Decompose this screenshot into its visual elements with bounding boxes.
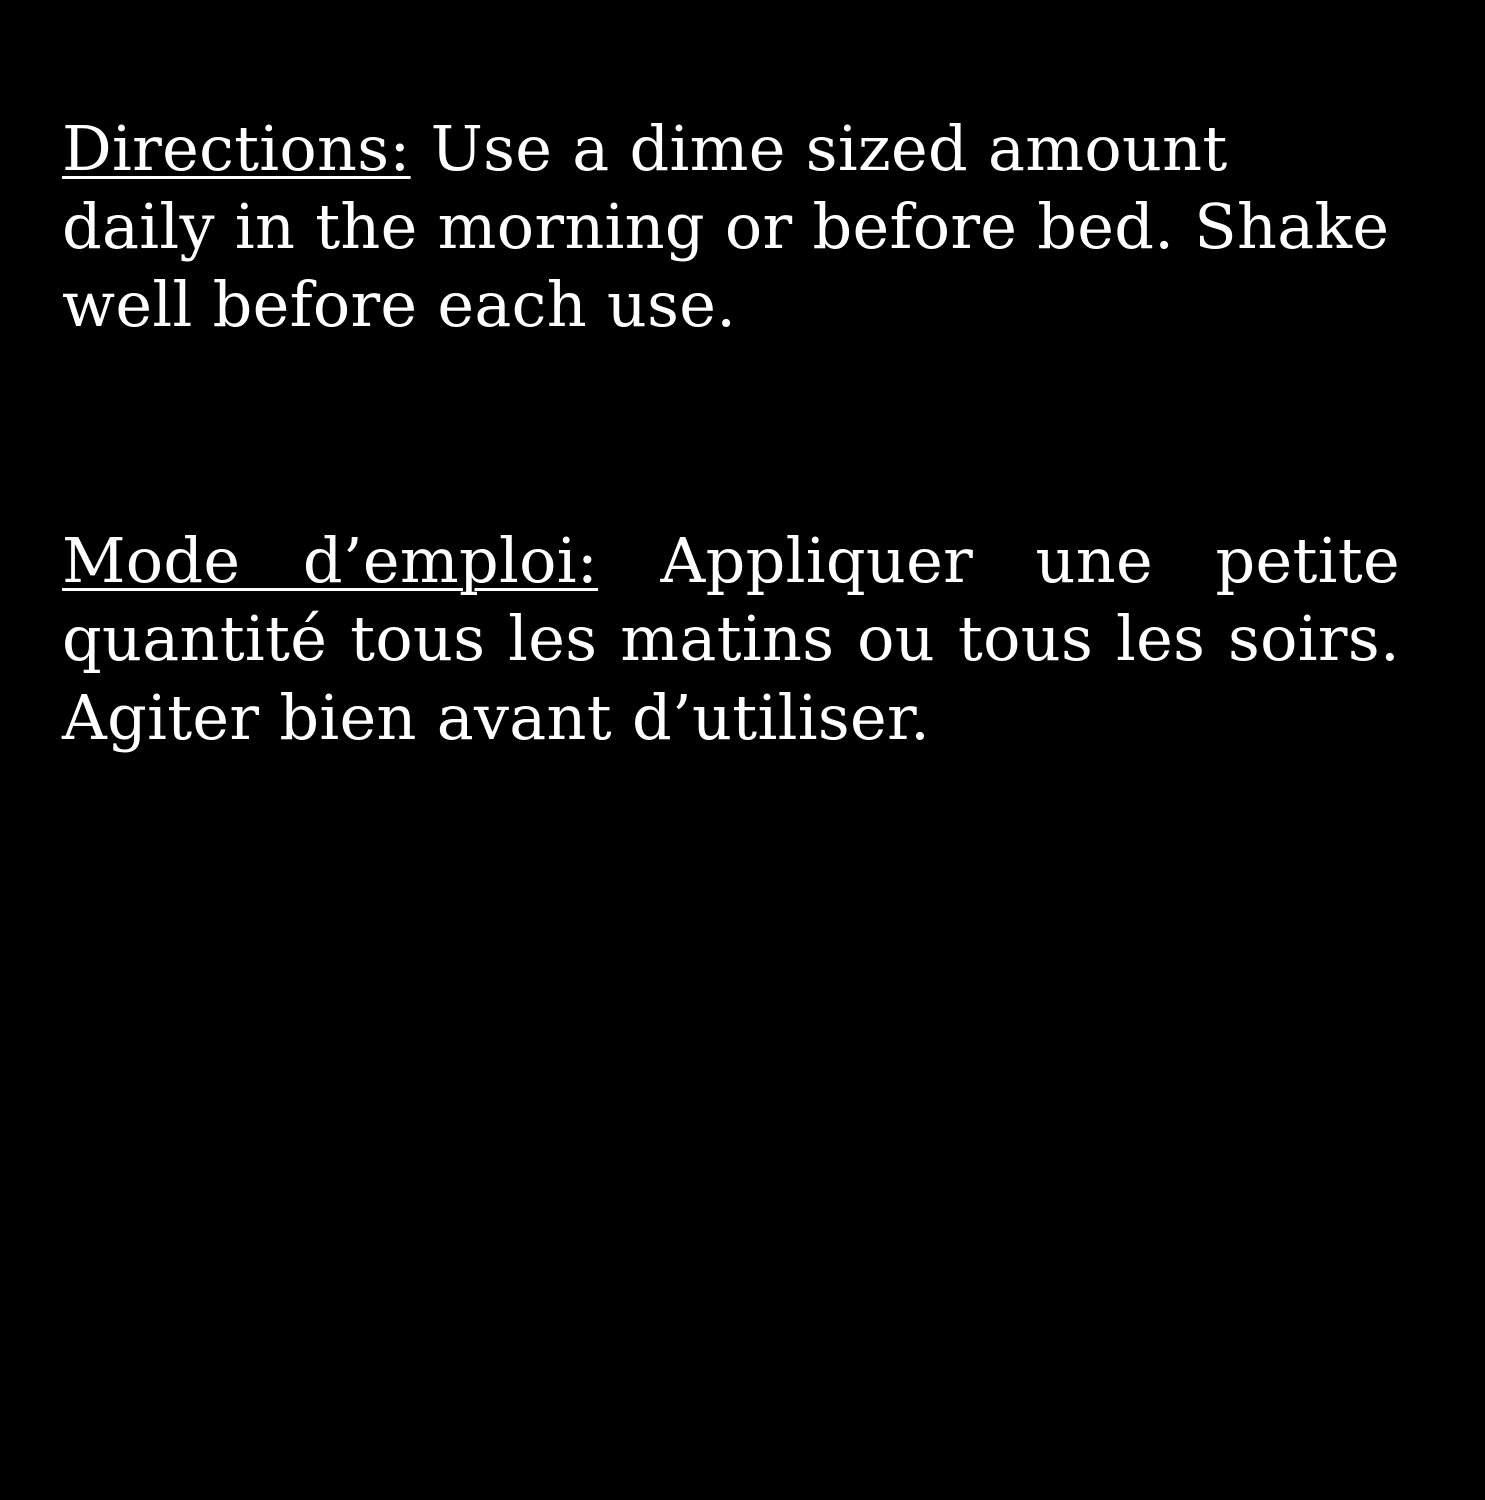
directions-heading-french: Mode d’emploi: <box>62 524 599 598</box>
directions-heading-english: Directions: <box>62 112 411 185</box>
directions-paragraph-english <box>62 110 1400 344</box>
section-spacer <box>62 406 1400 470</box>
directions-body-french: Appliquer une petite quantité tous les matins ou tous les soirs. Agiter bien avant d’utiliser. <box>62 524 1400 754</box>
directions-paragraph-french <box>62 522 1400 756</box>
directions-body-english: Use a dime sized amount daily in the morning or before bed. Shake well before each use. <box>62 112 1390 342</box>
